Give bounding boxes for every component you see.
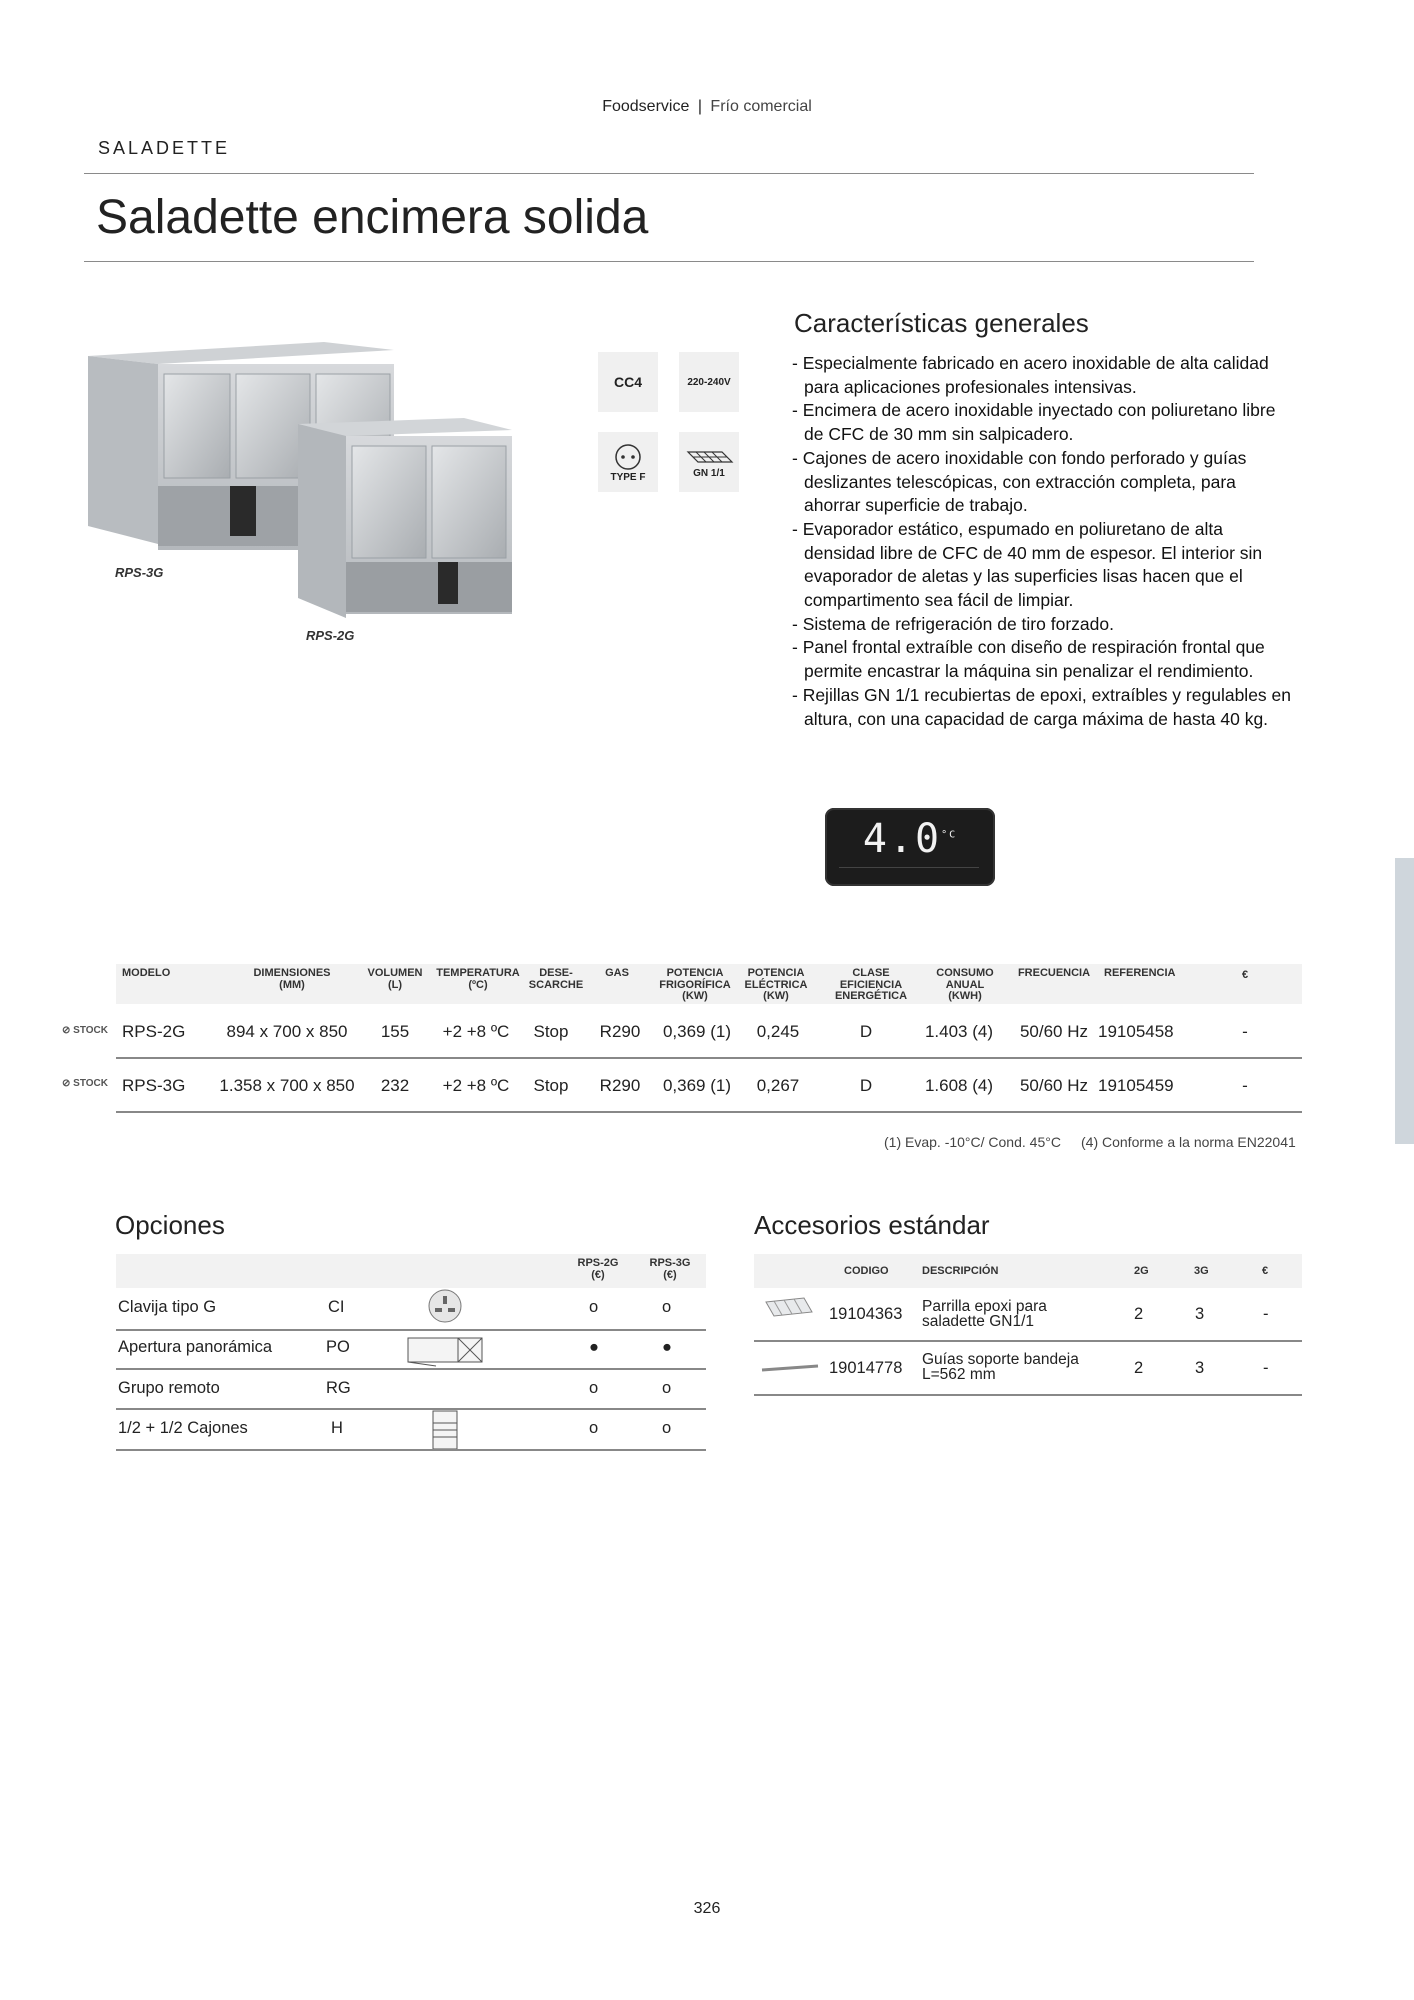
row1-modelo: RPS-2G [122, 1022, 186, 1041]
option-code: H [331, 1419, 343, 1437]
acc-col-descripcion: DESCRIPCIÓN [922, 1265, 999, 1277]
option-2g-value: o [589, 1419, 599, 1437]
acc-precio: - [1263, 1305, 1269, 1323]
row2-desescarche: Stop [533, 1076, 569, 1095]
col-dimensiones: DIMENSIONES (MM) [253, 967, 331, 991]
col-precio: € [1241, 969, 1249, 981]
footnote-4: (4) Conforme a la norma EN22041 [1081, 1134, 1296, 1150]
option-code: CI [328, 1298, 345, 1316]
product-label-rps-2g: RPS-2G [306, 628, 355, 643]
climate-class-value: CC4 [613, 374, 642, 390]
option-2g-value: o [589, 1379, 599, 1397]
col-potencia-frigorifica: POTENCIA FRIGORÍFICA (KW) [659, 967, 731, 1002]
col-referencia: REFERENCIA [1104, 967, 1176, 979]
section-label: SALADETTE [98, 138, 231, 158]
col-potencia-electrica: POTENCIA ELÉCTRICA (KW) [744, 967, 808, 1002]
temperature-display [825, 808, 995, 886]
row1-frecuencia: 50/60 Hz [1019, 1022, 1089, 1041]
row1-temperatura: +2 +8 ºC [442, 1022, 510, 1041]
row1-precio: - [1242, 1022, 1248, 1041]
acc-precio: - [1263, 1359, 1269, 1377]
row2-gas: R290 [599, 1076, 641, 1095]
col-temperatura: TEMPERATURA (ºC) [436, 967, 520, 991]
product-label-rps-3g: RPS-3G [115, 565, 164, 580]
row1-referencia: 19105458 [1098, 1022, 1174, 1041]
option-2g-value: o [589, 1298, 599, 1316]
option-divider [116, 1449, 706, 1451]
option-3g-value: ● [662, 1338, 672, 1356]
row1-consumo: 1.403 (4) [924, 1022, 994, 1041]
side-tab [1395, 858, 1414, 1144]
option-code: RG [326, 1379, 351, 1397]
feature-item: - Evaporador estático, espumado en poliuretano de alta densidad libre de CFC de 40 mm de espesor. El interior sin evaporador de aletas y las superficies lisas hacen que el compartimento sea fácil de limpiar. [792, 518, 1263, 611]
row1-divider [116, 1057, 1302, 1059]
header-rule-bottom [84, 261, 1254, 262]
stock-badge: ⊘ STOCK [62, 1025, 108, 1036]
col-frecuencia: FRECUENCIA [1017, 967, 1091, 979]
gastronorm-value: GN 1/1 [693, 467, 725, 479]
option-3g-value: o [662, 1419, 672, 1437]
options-col-3g: RPS-3G (€) [649, 1257, 691, 1281]
row2-temperatura: +2 +8 ºC [442, 1076, 510, 1095]
col-consumo: CONSUMO ANUAL (KWH) [936, 967, 994, 1002]
row2-potencia-electrica: 0,267 [756, 1076, 800, 1095]
col-clase: CLASE EFICIENCIA ENERGÉTICA [834, 967, 908, 1002]
feature-item: - Especialmente fabricado en acero inoxidable de alta calidad para aplicaciones profesionales intensivas. [792, 353, 1269, 397]
row2-potencia-frigorifica: 0,369 (1) [662, 1076, 732, 1095]
acc-codigo: 19104363 [829, 1305, 903, 1323]
plug-type-value: TYPE F [610, 471, 646, 483]
row2-volumen: 232 [380, 1076, 410, 1095]
acc-col-3g: 3G [1194, 1265, 1209, 1277]
acc-3g-qty: 3 [1195, 1359, 1205, 1377]
option-3g-value: o [662, 1379, 672, 1397]
row1-gas: R290 [599, 1022, 641, 1041]
options-header [116, 1254, 706, 1288]
climate-class-badge [598, 352, 658, 412]
row1-potencia-electrica: 0,245 [756, 1022, 800, 1041]
accessories-title: Accesorios estándar [754, 1210, 990, 1240]
product-image [84, 336, 524, 636]
option-name: Grupo remoto [118, 1379, 220, 1397]
row1-volumen: 155 [380, 1022, 410, 1041]
row2-dimensiones: 1.358 x 700 x 850 [219, 1076, 355, 1095]
breadcrumb-separator: | [697, 98, 702, 115]
gastronorm-badge [679, 432, 739, 492]
row1-dimensiones: 894 x 700 x 850 [226, 1022, 348, 1041]
breadcrumb-sub: Frío comercial [710, 98, 812, 115]
option-name: 1/2 + 1/2 Cajones [118, 1419, 248, 1437]
acc-col-codigo: CODIGO [844, 1265, 889, 1277]
grid-shelf-icon [764, 1296, 814, 1320]
saladette-illustration [84, 336, 524, 636]
voltage-badge [679, 352, 739, 412]
row1-potencia-frigorifica: 0,369 (1) [662, 1022, 732, 1041]
option-divider [116, 1329, 706, 1331]
feature-item: - Rejillas GN 1/1 recubiertas de epoxi, extraíbles y regulables en altura, con una capacidad de carga máxima de hasta 40 kg. [792, 684, 1291, 729]
features-list [792, 352, 1292, 731]
footnote-1: (1) Evap. -10°C/ Cond. 45°C [884, 1134, 1061, 1150]
feature-item: - Cajones de acero inoxidable con fondo perforado y guías deslizantes telescópicas, con extracción completa, para ahorrar superficie de trabajo. [792, 447, 1247, 516]
option-code: PO [326, 1338, 350, 1356]
main-table-header [116, 964, 1302, 1004]
row2-precio: - [1242, 1076, 1248, 1095]
acc-divider [754, 1340, 1302, 1342]
acc-descripcion: Parrilla epoxi para saladette GN1/1 [922, 1298, 1047, 1330]
row2-clase: D [859, 1076, 873, 1095]
options-title: Opciones [115, 1210, 225, 1240]
acc-3g-qty: 3 [1195, 1305, 1205, 1323]
acc-2g-qty: 2 [1134, 1359, 1144, 1377]
option-name: Clavija tipo G [118, 1298, 217, 1316]
plug-icon [613, 442, 643, 472]
col-desescarche: DESE- SCARCHE [528, 967, 584, 991]
header-rule-top [84, 173, 1254, 174]
stock-badge: ⊘ STOCK [62, 1078, 108, 1089]
acc-col-precio: € [1262, 1265, 1269, 1277]
acc-codigo: 19014778 [829, 1359, 903, 1377]
page-number: 326 [693, 1900, 721, 1917]
options-col-2g: RPS-2G (€) [577, 1257, 619, 1281]
panoramic-door-icon [406, 1334, 486, 1368]
row2-modelo: RPS-3G [122, 1076, 186, 1095]
features-title: Características generales [794, 308, 1089, 338]
row2-referencia: 19105459 [1098, 1076, 1174, 1095]
option-3g-value: o [662, 1298, 672, 1316]
col-volumen: VOLUMEN (L) [367, 967, 423, 991]
plug-type-badge [598, 432, 658, 492]
row1-desescarche: Stop [533, 1022, 569, 1041]
row2-consumo: 1.608 (4) [924, 1076, 994, 1095]
option-name: Apertura panorámica [118, 1338, 273, 1356]
grid-tray-icon [684, 446, 734, 468]
tray-guide-icon [760, 1360, 820, 1376]
acc-col-2g: 2G [1134, 1265, 1149, 1277]
display-button-bar [839, 867, 979, 876]
col-gas: GAS [605, 967, 629, 979]
breadcrumb [0, 98, 1414, 116]
display-unit: °C [941, 829, 958, 841]
row1-clase: D [859, 1022, 873, 1041]
breadcrumb-main: Foodservice [602, 98, 690, 115]
col-modelo: MODELO [122, 967, 171, 979]
drawers-icon [431, 1409, 459, 1451]
acc-2g-qty: 2 [1134, 1305, 1144, 1323]
row2-divider [116, 1111, 1302, 1113]
feature-item: - Sistema de refrigeración de tiro forzado. [792, 613, 1114, 634]
feature-item: - Panel frontal extraíble con diseño de respiración frontal que permite encastrar la máquina sin penalizar el rendimiento. [792, 637, 1265, 682]
feature-item: - Encimera de acero inoxidable inyectado con poliuretano libre de CFC de 30 mm sin salpicadero. [792, 400, 1276, 445]
acc-descripcion: Guías soporte bandeja L=562 mm [922, 1351, 1079, 1383]
acc-divider [754, 1394, 1302, 1396]
voltage-value: 220-240V [687, 376, 731, 388]
page-title: Saladette encimera solida [96, 191, 649, 244]
display-value: $4.0^{^\circ C}$ [862, 816, 958, 862]
row2-frecuencia: 50/60 Hz [1019, 1076, 1089, 1095]
option-divider [116, 1368, 706, 1370]
plug-g-icon [427, 1288, 463, 1324]
option-divider [116, 1408, 706, 1410]
accessories-header [754, 1254, 1302, 1288]
option-2g-value: ● [589, 1338, 599, 1356]
